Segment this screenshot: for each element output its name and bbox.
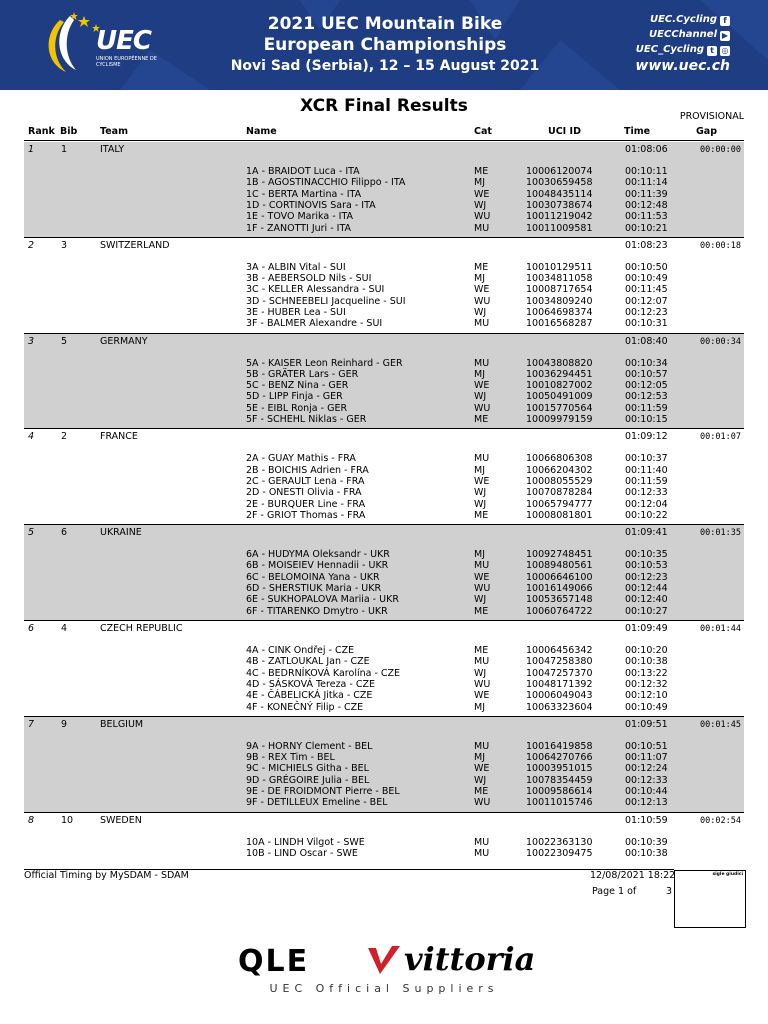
team-bib: 9 bbox=[61, 718, 68, 730]
rider-category: MU bbox=[474, 836, 490, 848]
social-twitter-label: UEC_Cycling bbox=[635, 44, 704, 55]
team-time: 01:09:41 bbox=[625, 527, 668, 539]
rider-uci-id: 10064270766 bbox=[526, 752, 593, 764]
rider-category: MU bbox=[474, 740, 490, 752]
rider-category: WU bbox=[474, 295, 491, 307]
rider-category: WU bbox=[474, 211, 491, 223]
rider-uci-id: 10036294451 bbox=[526, 368, 593, 380]
social-youtube-label: UECChannel bbox=[649, 29, 717, 40]
rider-uci-id: 10010827002 bbox=[526, 380, 593, 392]
col-header-gap: Gap bbox=[696, 126, 718, 137]
rider-name: 10B - LIND Oscar - SWE bbox=[246, 847, 358, 859]
rider-category: WU bbox=[474, 678, 491, 690]
team-gap: 00:00:00 bbox=[700, 145, 741, 155]
team-result-block bbox=[24, 525, 744, 621]
rider-uci-id: 10066806308 bbox=[526, 453, 593, 465]
rider-uci-id: 10064698374 bbox=[526, 306, 593, 318]
championship-title bbox=[200, 14, 570, 56]
rider-name: 1F - ZANOTTI Juri - ITA bbox=[246, 222, 352, 234]
rider-time: 00:12:23 bbox=[625, 306, 668, 318]
sponsor-brand-1: QLE bbox=[238, 944, 310, 979]
col-header-bib: Bib bbox=[60, 126, 78, 137]
team-gap: 00:01:44 bbox=[700, 624, 741, 634]
rider-time: 00:12:10 bbox=[625, 690, 668, 702]
rider-time: 00:12:33 bbox=[625, 774, 668, 786]
rider-uci-id: 10043808820 bbox=[526, 357, 593, 369]
rider-category: MJ bbox=[474, 273, 485, 285]
rider-name: 6B - MOISEIEV Hennadii - UKR bbox=[246, 560, 389, 572]
rider-category: MJ bbox=[474, 752, 485, 764]
rider-uci-id: 10009979159 bbox=[526, 414, 593, 426]
team-time: 01:10:59 bbox=[625, 814, 668, 826]
rider-uci-id: 10006646100 bbox=[526, 571, 593, 583]
col-header-cat: Cat bbox=[474, 126, 492, 137]
print-datetime: 12/08/2021 18:22 bbox=[590, 870, 676, 881]
team-time: 01:09:49 bbox=[625, 623, 668, 634]
social-twitter[interactable] bbox=[610, 42, 730, 57]
rider-time: 00:12:04 bbox=[625, 498, 668, 510]
rider-time: 00:10:38 bbox=[625, 847, 668, 859]
rider-category: MU bbox=[474, 222, 490, 234]
rider-category: MJ bbox=[474, 549, 485, 561]
rider-category: MU bbox=[474, 453, 490, 465]
rider-uci-id: 10092748451 bbox=[526, 549, 593, 561]
team-rank: 7 bbox=[28, 718, 35, 730]
rider-time: 00:10:51 bbox=[625, 740, 668, 752]
rider-name: 9C - MICHIELS Githa - BEL bbox=[246, 763, 369, 775]
rider-time: 00:10:50 bbox=[625, 261, 668, 273]
rider-name: 5A - KAISER Leon Reinhard - GER bbox=[246, 357, 403, 369]
rider-uci-id: 10015770564 bbox=[526, 402, 593, 414]
rider-uci-id: 10030659458 bbox=[526, 177, 593, 189]
team-bib: 10 bbox=[61, 814, 74, 826]
rider-name: 6A - HUDYMA Oleksandr - UKR bbox=[246, 549, 390, 561]
rider-time: 00:10:34 bbox=[625, 357, 668, 369]
rider-uci-id: 10011009581 bbox=[526, 222, 593, 234]
rider-time: 00:10:22 bbox=[625, 509, 668, 521]
team-gap: 00:00:18 bbox=[700, 240, 741, 251]
rider-time: 00:12:23 bbox=[625, 571, 668, 583]
rider-name: 9F - DETILLEUX Emeline - BEL bbox=[246, 797, 388, 809]
team-rank: 3 bbox=[28, 335, 35, 347]
rider-uci-id: 10089480561 bbox=[526, 560, 593, 572]
team-bib: 2 bbox=[61, 431, 68, 443]
rider-category: WU bbox=[474, 797, 491, 809]
rider-time: 00:11:07 bbox=[625, 752, 668, 764]
rider-name: 1C - BERTA Martina - ITA bbox=[246, 188, 362, 200]
rider-time: 00:12:48 bbox=[625, 199, 668, 211]
rider-name: 3D - SCHNEEBELI Jacqueline - SUI bbox=[246, 295, 406, 307]
rider-time: 00:10:27 bbox=[625, 605, 668, 617]
rider-category: WE bbox=[474, 380, 490, 392]
championship-title-line2: European Championships bbox=[263, 35, 507, 55]
instagram-icon: ◎ bbox=[721, 46, 729, 55]
rider-uci-id: 10078354459 bbox=[526, 774, 593, 786]
rider-name: 2D - ONESTI Olivia - FRA bbox=[246, 487, 362, 499]
rider-time: 00:11:59 bbox=[625, 475, 668, 487]
rider-time: 00:11:39 bbox=[625, 188, 668, 200]
rider-category: WJ bbox=[474, 667, 487, 679]
rider-name: 4B - ZATLOUKAL Jan - CZE bbox=[246, 656, 370, 668]
rider-time: 00:11:45 bbox=[625, 284, 668, 296]
social-links bbox=[610, 12, 730, 57]
uec-logo-text: UEC bbox=[96, 26, 151, 56]
rider-category: MJ bbox=[474, 464, 485, 476]
team-name: SWITZERLAND bbox=[100, 239, 170, 251]
rider-uci-id: 10065794777 bbox=[526, 498, 593, 510]
rider-time: 00:10:57 bbox=[625, 368, 668, 380]
col-header-team: Team bbox=[100, 126, 128, 137]
rider-name: 5C - BENZ Nina - GER bbox=[246, 380, 349, 392]
rider-category: WJ bbox=[474, 498, 487, 510]
team-gap: 00:01:07 bbox=[700, 432, 741, 443]
header-divider bbox=[24, 140, 744, 141]
rider-name: 4C - BEDRNÍKOVÁ Karolína - CZE bbox=[246, 667, 401, 679]
team-bib: 6 bbox=[61, 527, 68, 539]
rider-category: WE bbox=[474, 475, 490, 487]
team-name: FRANCE bbox=[100, 431, 138, 443]
rider-category: MU bbox=[474, 357, 490, 369]
rider-category: MJ bbox=[474, 177, 485, 189]
rider-category: MJ bbox=[474, 368, 485, 380]
rider-time: 00:10:38 bbox=[625, 656, 668, 668]
team-result-block bbox=[24, 334, 744, 430]
signature-box bbox=[674, 870, 746, 928]
rider-uci-id: 10048435114 bbox=[526, 188, 593, 200]
team-gap: 00:01:35 bbox=[700, 528, 741, 539]
rider-uci-id: 10050491009 bbox=[526, 391, 593, 403]
rider-time: 00:11:53 bbox=[625, 211, 668, 223]
rider-time: 00:12:05 bbox=[625, 380, 668, 392]
rider-name: 1B - AGOSTINACCHIO Filippo - ITA bbox=[246, 177, 406, 189]
rider-uci-id: 10047257370 bbox=[526, 667, 593, 679]
rider-name: 10A - LINDH Vilgot - SWE bbox=[246, 836, 365, 848]
team-name: BELGIUM bbox=[100, 718, 144, 730]
rider-time: 00:11:40 bbox=[625, 464, 668, 476]
rider-category: ME bbox=[474, 414, 489, 426]
social-facebook-label: UEC.Cycling bbox=[649, 14, 717, 25]
team-result-block bbox=[24, 621, 744, 717]
rider-name: 6F - TITARENKO Dmytro - UKR bbox=[246, 605, 388, 617]
team-bib: 1 bbox=[61, 144, 68, 155]
col-header-name: Name bbox=[246, 126, 277, 137]
suppliers-tagline: UEC Official Suppliers bbox=[269, 982, 499, 995]
rider-uci-id: 10034809240 bbox=[526, 295, 593, 307]
team-bib: 3 bbox=[61, 239, 68, 251]
rider-time: 00:10:20 bbox=[625, 645, 668, 656]
rider-name: 3C - KELLER Alessandra - SUI bbox=[246, 284, 385, 296]
team-time: 01:08:06 bbox=[625, 144, 668, 155]
page-total: 3 bbox=[666, 886, 673, 897]
rider-time: 00:10:39 bbox=[625, 836, 668, 848]
rider-category: WU bbox=[474, 402, 491, 414]
timing-credit: Official Timing by MySDAM - SDAM bbox=[24, 870, 189, 881]
rider-name: 2A - GUAY Mathis - FRA bbox=[246, 453, 356, 465]
rider-name: 2C - GERAULT Lena - FRA bbox=[246, 475, 365, 487]
rider-name: 6C - BELOMOINA Yana - UKR bbox=[246, 571, 380, 583]
team-name: UKRAINE bbox=[100, 527, 142, 539]
rider-time: 00:11:14 bbox=[625, 177, 668, 189]
rider-category: MU bbox=[474, 318, 490, 330]
rider-name: 2B - BOICHIS Adrien - FRA bbox=[246, 464, 369, 476]
rider-uci-id: 10008717654 bbox=[526, 284, 593, 296]
team-gap: 00:00:34 bbox=[700, 336, 741, 347]
rider-uci-id: 10003951015 bbox=[526, 763, 593, 775]
team-bib: 5 bbox=[61, 335, 68, 347]
team-bib: 4 bbox=[61, 623, 68, 634]
rider-name: 3E - HUBER Lea - SUI bbox=[246, 306, 346, 318]
rider-time: 00:10:53 bbox=[625, 560, 668, 572]
rider-time: 00:10:49 bbox=[625, 701, 668, 713]
team-result-block bbox=[24, 717, 744, 813]
rider-time: 00:10:44 bbox=[625, 785, 668, 797]
team-name: ITALY bbox=[100, 144, 125, 155]
rider-time: 00:12:44 bbox=[625, 583, 668, 595]
rider-category: ME bbox=[474, 261, 489, 273]
rider-category: ME bbox=[474, 509, 489, 521]
rider-name: 1E - TOVO Marika - ITA bbox=[246, 211, 354, 223]
sponsor-brand-2: vittoria bbox=[404, 940, 536, 978]
rider-name: 9D - GRÉGOIRE Julia - BEL bbox=[246, 774, 370, 786]
rider-time: 00:12:24 bbox=[625, 763, 668, 775]
rider-name: 9B - REX Tim - BEL bbox=[246, 752, 335, 764]
rider-category: WE bbox=[474, 188, 490, 200]
rider-category: WJ bbox=[474, 594, 487, 606]
rider-category: WE bbox=[474, 690, 490, 702]
rider-name: 9E - DE FROIDMONT Pierre - BEL bbox=[246, 785, 400, 797]
rider-uci-id: 10016419858 bbox=[526, 740, 593, 752]
rider-uci-id: 10008081801 bbox=[526, 509, 593, 521]
rider-category: ME bbox=[474, 645, 489, 656]
rider-name: 1D - CORTINOVIS Sara - ITA bbox=[246, 199, 376, 211]
rider-uci-id: 10066204302 bbox=[526, 464, 593, 476]
rider-uci-id: 10060764722 bbox=[526, 605, 593, 617]
rider-category: MU bbox=[474, 847, 490, 859]
rider-uci-id: 10006120074 bbox=[526, 166, 593, 177]
rider-name: 5B - GRÄTER Lars - GER bbox=[246, 368, 359, 380]
rider-time: 00:11:59 bbox=[625, 402, 668, 414]
rider-time: 00:10:37 bbox=[625, 453, 668, 465]
youtube-icon: ▶ bbox=[721, 31, 729, 40]
rider-uci-id: 10010129511 bbox=[526, 261, 593, 273]
rider-uci-id: 10022309475 bbox=[526, 847, 593, 859]
rider-name: 5D - LIPP Finja - GER bbox=[246, 391, 343, 403]
rider-name: 3F - BALMER Alexandre - SUI bbox=[246, 318, 383, 330]
rider-category: WJ bbox=[474, 774, 487, 786]
team-rank: 6 bbox=[28, 623, 35, 634]
rider-category: WE bbox=[474, 763, 490, 775]
page-header bbox=[0, 0, 768, 90]
team-time: 01:08:40 bbox=[625, 335, 668, 347]
team-gap: 00:02:54 bbox=[700, 815, 741, 826]
rider-uci-id: 10008055529 bbox=[526, 475, 593, 487]
document-title: XCR Final Results bbox=[300, 96, 468, 116]
rider-category: WE bbox=[474, 284, 490, 296]
rider-uci-id: 10006456342 bbox=[526, 645, 593, 656]
championship-subtitle: Novi Sad (Serbia), 12 – 15 August 2021 bbox=[230, 58, 540, 74]
team-time: 01:09:12 bbox=[625, 431, 668, 443]
rider-name: 4D - SÁSKOVÁ Tereza - CZE bbox=[246, 678, 375, 690]
rider-uci-id: 10047258380 bbox=[526, 656, 593, 668]
rider-name: 5F - SCHEHL Niklas - GER bbox=[246, 414, 367, 426]
rider-name: 6D - SHERSTIUK Maria - UKR bbox=[246, 583, 382, 595]
rider-category: WJ bbox=[474, 306, 487, 318]
rider-name: 2E - BURQUER Line - FRA bbox=[246, 498, 366, 510]
status-label: PROVISIONAL bbox=[679, 111, 744, 122]
rider-time: 00:10:49 bbox=[625, 273, 668, 285]
rider-name: 4F - KONEČNÝ Filip - CZE bbox=[246, 701, 364, 713]
team-gap: 00:01:45 bbox=[700, 719, 741, 730]
rider-time: 00:12:33 bbox=[625, 487, 668, 499]
team-time: 01:08:23 bbox=[625, 239, 668, 251]
social-facebook[interactable] bbox=[610, 12, 730, 27]
team-rank: 1 bbox=[28, 144, 35, 155]
uec-logo-subtitle: UNION EUROPÉENNE DE CYCLISME bbox=[96, 56, 157, 68]
social-youtube[interactable] bbox=[610, 27, 730, 42]
rider-uci-id: 10063323604 bbox=[526, 701, 593, 713]
rider-name: 5E - EIBL Ronja - GER bbox=[246, 402, 348, 414]
team-result-block bbox=[24, 813, 744, 860]
rider-category: WJ bbox=[474, 391, 487, 403]
team-result-block bbox=[24, 238, 744, 334]
rider-time: 00:12:07 bbox=[625, 295, 668, 307]
team-result-block bbox=[24, 429, 744, 525]
rider-time: 00:12:13 bbox=[625, 797, 668, 809]
team-name: GERMANY bbox=[100, 335, 148, 347]
col-header-rank: Rank bbox=[28, 126, 55, 137]
rider-name: 9A - HORNY Clement - BEL bbox=[246, 740, 373, 752]
rider-time: 00:12:53 bbox=[625, 391, 668, 403]
rider-time: 00:13:22 bbox=[625, 667, 668, 679]
team-rank: 5 bbox=[28, 527, 35, 539]
rider-uci-id: 10006049043 bbox=[526, 690, 593, 702]
rider-category: WJ bbox=[474, 199, 487, 211]
rider-category: WE bbox=[474, 571, 490, 583]
uec-swoosh-icon bbox=[40, 10, 100, 80]
vittoria-v-icon bbox=[366, 944, 402, 976]
facebook-icon: f bbox=[720, 16, 730, 26]
rider-time: 00:10:11 bbox=[625, 166, 668, 177]
rider-uci-id: 10048171392 bbox=[526, 678, 593, 690]
rider-uci-id: 10030738674 bbox=[526, 199, 593, 211]
team-rank: 8 bbox=[28, 814, 35, 826]
rider-category: ME bbox=[474, 605, 489, 617]
rider-uci-id: 10053657148 bbox=[526, 594, 593, 606]
page-label: Page 1 of bbox=[592, 886, 637, 897]
rider-category: MU bbox=[474, 560, 490, 572]
team-rank: 2 bbox=[28, 239, 35, 251]
rider-time: 00:10:35 bbox=[625, 549, 668, 561]
rider-name: 4E - ČÁBELICKÁ Jitka - CZE bbox=[246, 690, 373, 702]
rider-uci-id: 10070878284 bbox=[526, 487, 593, 499]
rider-uci-id: 10016568287 bbox=[526, 318, 593, 330]
rider-time: 00:12:40 bbox=[625, 594, 668, 606]
signature-label: sigle giudici bbox=[712, 872, 743, 877]
team-name: SWEDEN bbox=[100, 814, 142, 826]
rider-category: ME bbox=[474, 166, 489, 177]
rider-name: 4A - CINK Ondřej - CZE bbox=[246, 645, 355, 656]
rider-time: 00:10:15 bbox=[625, 414, 668, 426]
rider-uci-id: 10011015746 bbox=[526, 797, 593, 809]
rider-category: MU bbox=[474, 656, 490, 668]
rider-name: 3A - ALBIN Vital - SUI bbox=[246, 261, 346, 273]
col-header-time: Time bbox=[624, 126, 651, 137]
rider-time: 00:12:32 bbox=[625, 678, 668, 690]
rider-time: 00:10:21 bbox=[625, 222, 668, 234]
rider-category: WJ bbox=[474, 487, 487, 499]
rider-time: 00:10:31 bbox=[625, 318, 668, 330]
col-header-uci: UCI ID bbox=[548, 126, 581, 137]
rider-name: 3B - AEBERSOLD Nils - SUI bbox=[246, 273, 372, 285]
rider-uci-id: 10034811058 bbox=[526, 273, 593, 285]
rider-name: 6E - SUKHOPALOVA Mariia - UKR bbox=[246, 594, 399, 606]
twitter-icon: t bbox=[707, 46, 717, 56]
rider-uci-id: 10011219042 bbox=[526, 211, 593, 223]
rider-uci-id: 10016149066 bbox=[526, 583, 593, 595]
championship-title-line1: 2021 UEC Mountain Bike bbox=[267, 14, 503, 34]
rider-uci-id: 10022363130 bbox=[526, 836, 593, 848]
team-result-block bbox=[24, 142, 744, 238]
rider-uci-id: 10009586614 bbox=[526, 785, 593, 797]
rider-category: ME bbox=[474, 785, 489, 797]
rider-name: 2F - GRIOT Thomas - FRA bbox=[246, 509, 366, 521]
team-time: 01:09:51 bbox=[625, 718, 668, 730]
rider-category: MJ bbox=[474, 701, 485, 713]
team-rank: 4 bbox=[28, 431, 35, 443]
website-link[interactable]: www.uec.ch bbox=[635, 58, 730, 74]
rider-category: WU bbox=[474, 583, 491, 595]
rider-name: 1A - BRAIDOT Luca - ITA bbox=[246, 166, 360, 177]
team-name: CZECH REPUBLIC bbox=[100, 623, 183, 634]
